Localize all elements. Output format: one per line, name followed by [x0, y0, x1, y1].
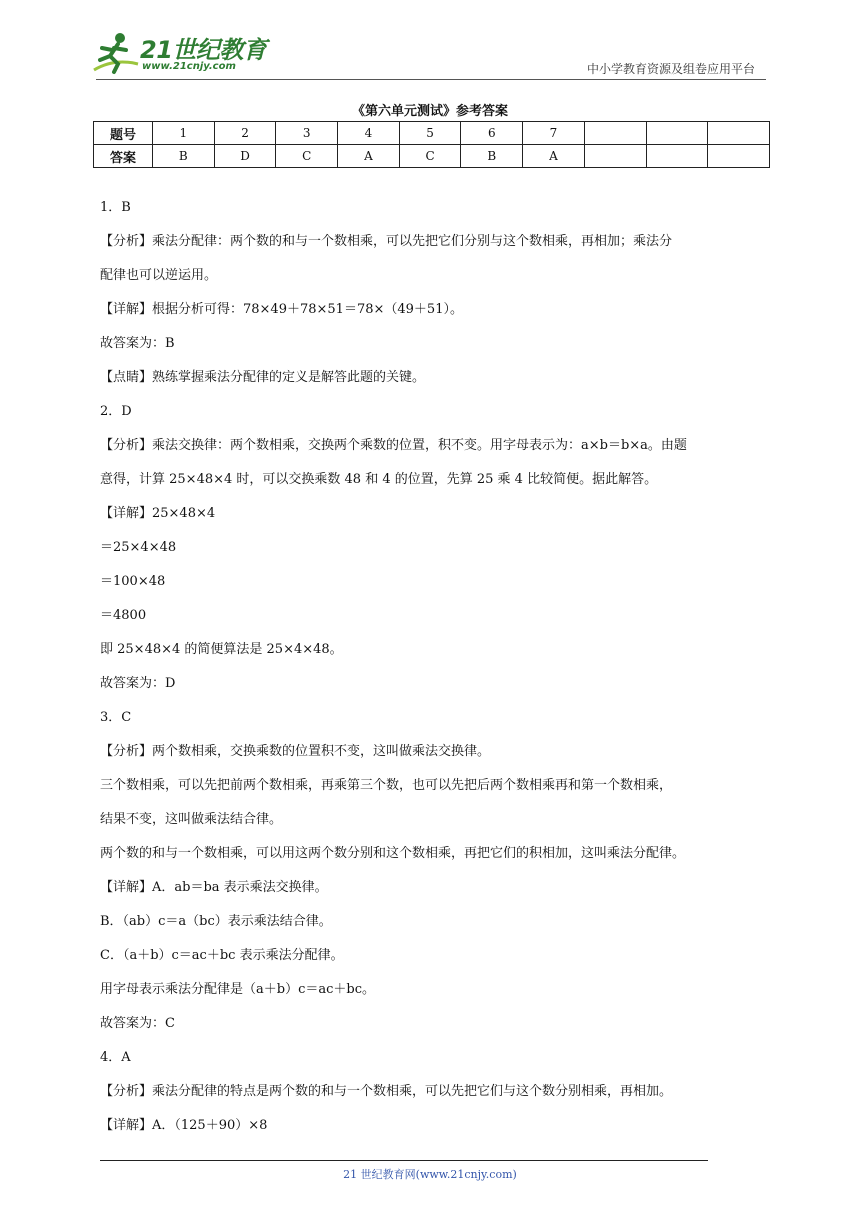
table-cell: C — [399, 145, 461, 168]
table-cell: 6 — [461, 122, 523, 145]
table-cell: 2 — [214, 122, 276, 145]
text-line: 1．B — [100, 200, 131, 215]
table-cell — [584, 122, 646, 145]
text-line: 故答案为：D — [100, 676, 176, 691]
table-cell: 7 — [523, 122, 585, 145]
text-line: 故答案为：B — [100, 336, 175, 351]
logo-text: 21世纪教育 — [140, 36, 267, 64]
table-cell — [584, 145, 646, 168]
text-line: 即 25×48×4 的简便算法是 25×4×48。 — [100, 642, 343, 657]
text-line: 两个数的和与一个数相乘，可以用这两个数分别和这个数相乘，再把它们的积相加，这叫乘法分配律。 — [100, 846, 686, 861]
table-cell — [646, 122, 708, 145]
footer-divider — [100, 1160, 708, 1161]
text-line: ＝4800 — [100, 608, 147, 623]
table-cell — [646, 145, 708, 168]
logo-url: www.21cnjy.com — [142, 61, 236, 72]
table-cell — [708, 122, 770, 145]
text-line: 意得，计算 25×48×4 时，可以交换乘数 48 和 4 的位置，先算 25 乘 4 比较简便。据此解答。 — [100, 472, 658, 487]
page-footer: 21 世纪教育网(www.21cnjy.com) — [343, 1168, 517, 1181]
table-cell: B — [153, 145, 215, 168]
table-cell: D — [214, 145, 276, 168]
text-line: 【详解】根据分析可得：78×49＋78×51＝78×（49＋51）。 — [100, 302, 463, 317]
answer-row — [94, 145, 770, 168]
row-label: 答案 — [94, 145, 153, 168]
site-logo — [88, 30, 268, 80]
text-line: 2．D — [100, 404, 132, 419]
text-line: B．（ab）c＝a（bc）表示乘法结合律。 — [100, 914, 332, 929]
text-line: 3．C — [100, 710, 132, 725]
text-line: 【分析】乘法交换律：两个数相乘，交换两个乘数的位置，积不变。用字母表示为：a×b＝b×a。由题 — [100, 438, 687, 453]
table-cell: A — [338, 145, 400, 168]
table-cell: 4 — [338, 122, 400, 145]
table-cell: 5 — [399, 122, 461, 145]
text-line: 三个数相乘，可以先把前两个数相乘，再乘第三个数，也可以先把后两个数相乘再和第一个数相乘， — [100, 778, 673, 793]
question-number-row — [94, 122, 770, 145]
text-line: 用字母表示乘法分配律是（a＋b）c＝ac＋bc。 — [100, 982, 375, 997]
text-line: 【分析】乘法分配律的特点是两个数的和与一个数相乘，可以先把它们与这个数分别相乘，再相加。 — [100, 1084, 673, 1099]
page-header — [0, 0, 860, 90]
text-line: ＝100×48 — [100, 574, 166, 589]
text-line: 【分析】乘法分配律：两个数的和与一个数相乘，可以先把它们分别与这个数相乘，再相加；乘法分 — [100, 234, 673, 249]
table-cell: C — [276, 145, 338, 168]
answer-table — [93, 121, 770, 168]
table-cell — [708, 145, 770, 168]
platform-name: 中小学教育资源及组卷应用平台 — [586, 62, 755, 76]
text-line: 【详解】25×48×4 — [100, 506, 216, 521]
text-line: ＝25×4×48 — [100, 540, 177, 555]
table-cell: A — [523, 145, 585, 168]
table-cell: 1 — [153, 122, 215, 145]
text-line: 故答案为：C — [100, 1016, 175, 1031]
header-divider — [96, 79, 766, 80]
row-label: 题号 — [94, 122, 153, 145]
text-line: 【点睛】熟练掌握乘法分配律的定义是解答此题的关键。 — [100, 370, 426, 385]
document-title: 《第六单元测试》参考答案 — [351, 104, 508, 119]
text-line: 【详解】A．ab＝ba 表示乘法交换律。 — [100, 880, 328, 895]
text-line: 【分析】两个数相乘，交换乘数的位置积不变，这叫做乘法交换律。 — [100, 744, 491, 759]
text-line: C．（a＋b）c＝ac＋bc 表示乘法分配律。 — [100, 948, 344, 963]
text-line: 结果不变，这叫做乘法结合律。 — [100, 812, 283, 827]
text-line: 4．A — [100, 1050, 131, 1065]
answer-explanations — [100, 191, 780, 1143]
text-line: 配律也可以逆运用。 — [100, 268, 218, 283]
text-line: 【详解】A．（125＋90）×8 — [100, 1118, 268, 1133]
runner-icon — [88, 30, 140, 76]
table-cell: B — [461, 145, 523, 168]
table-cell: 3 — [276, 122, 338, 145]
